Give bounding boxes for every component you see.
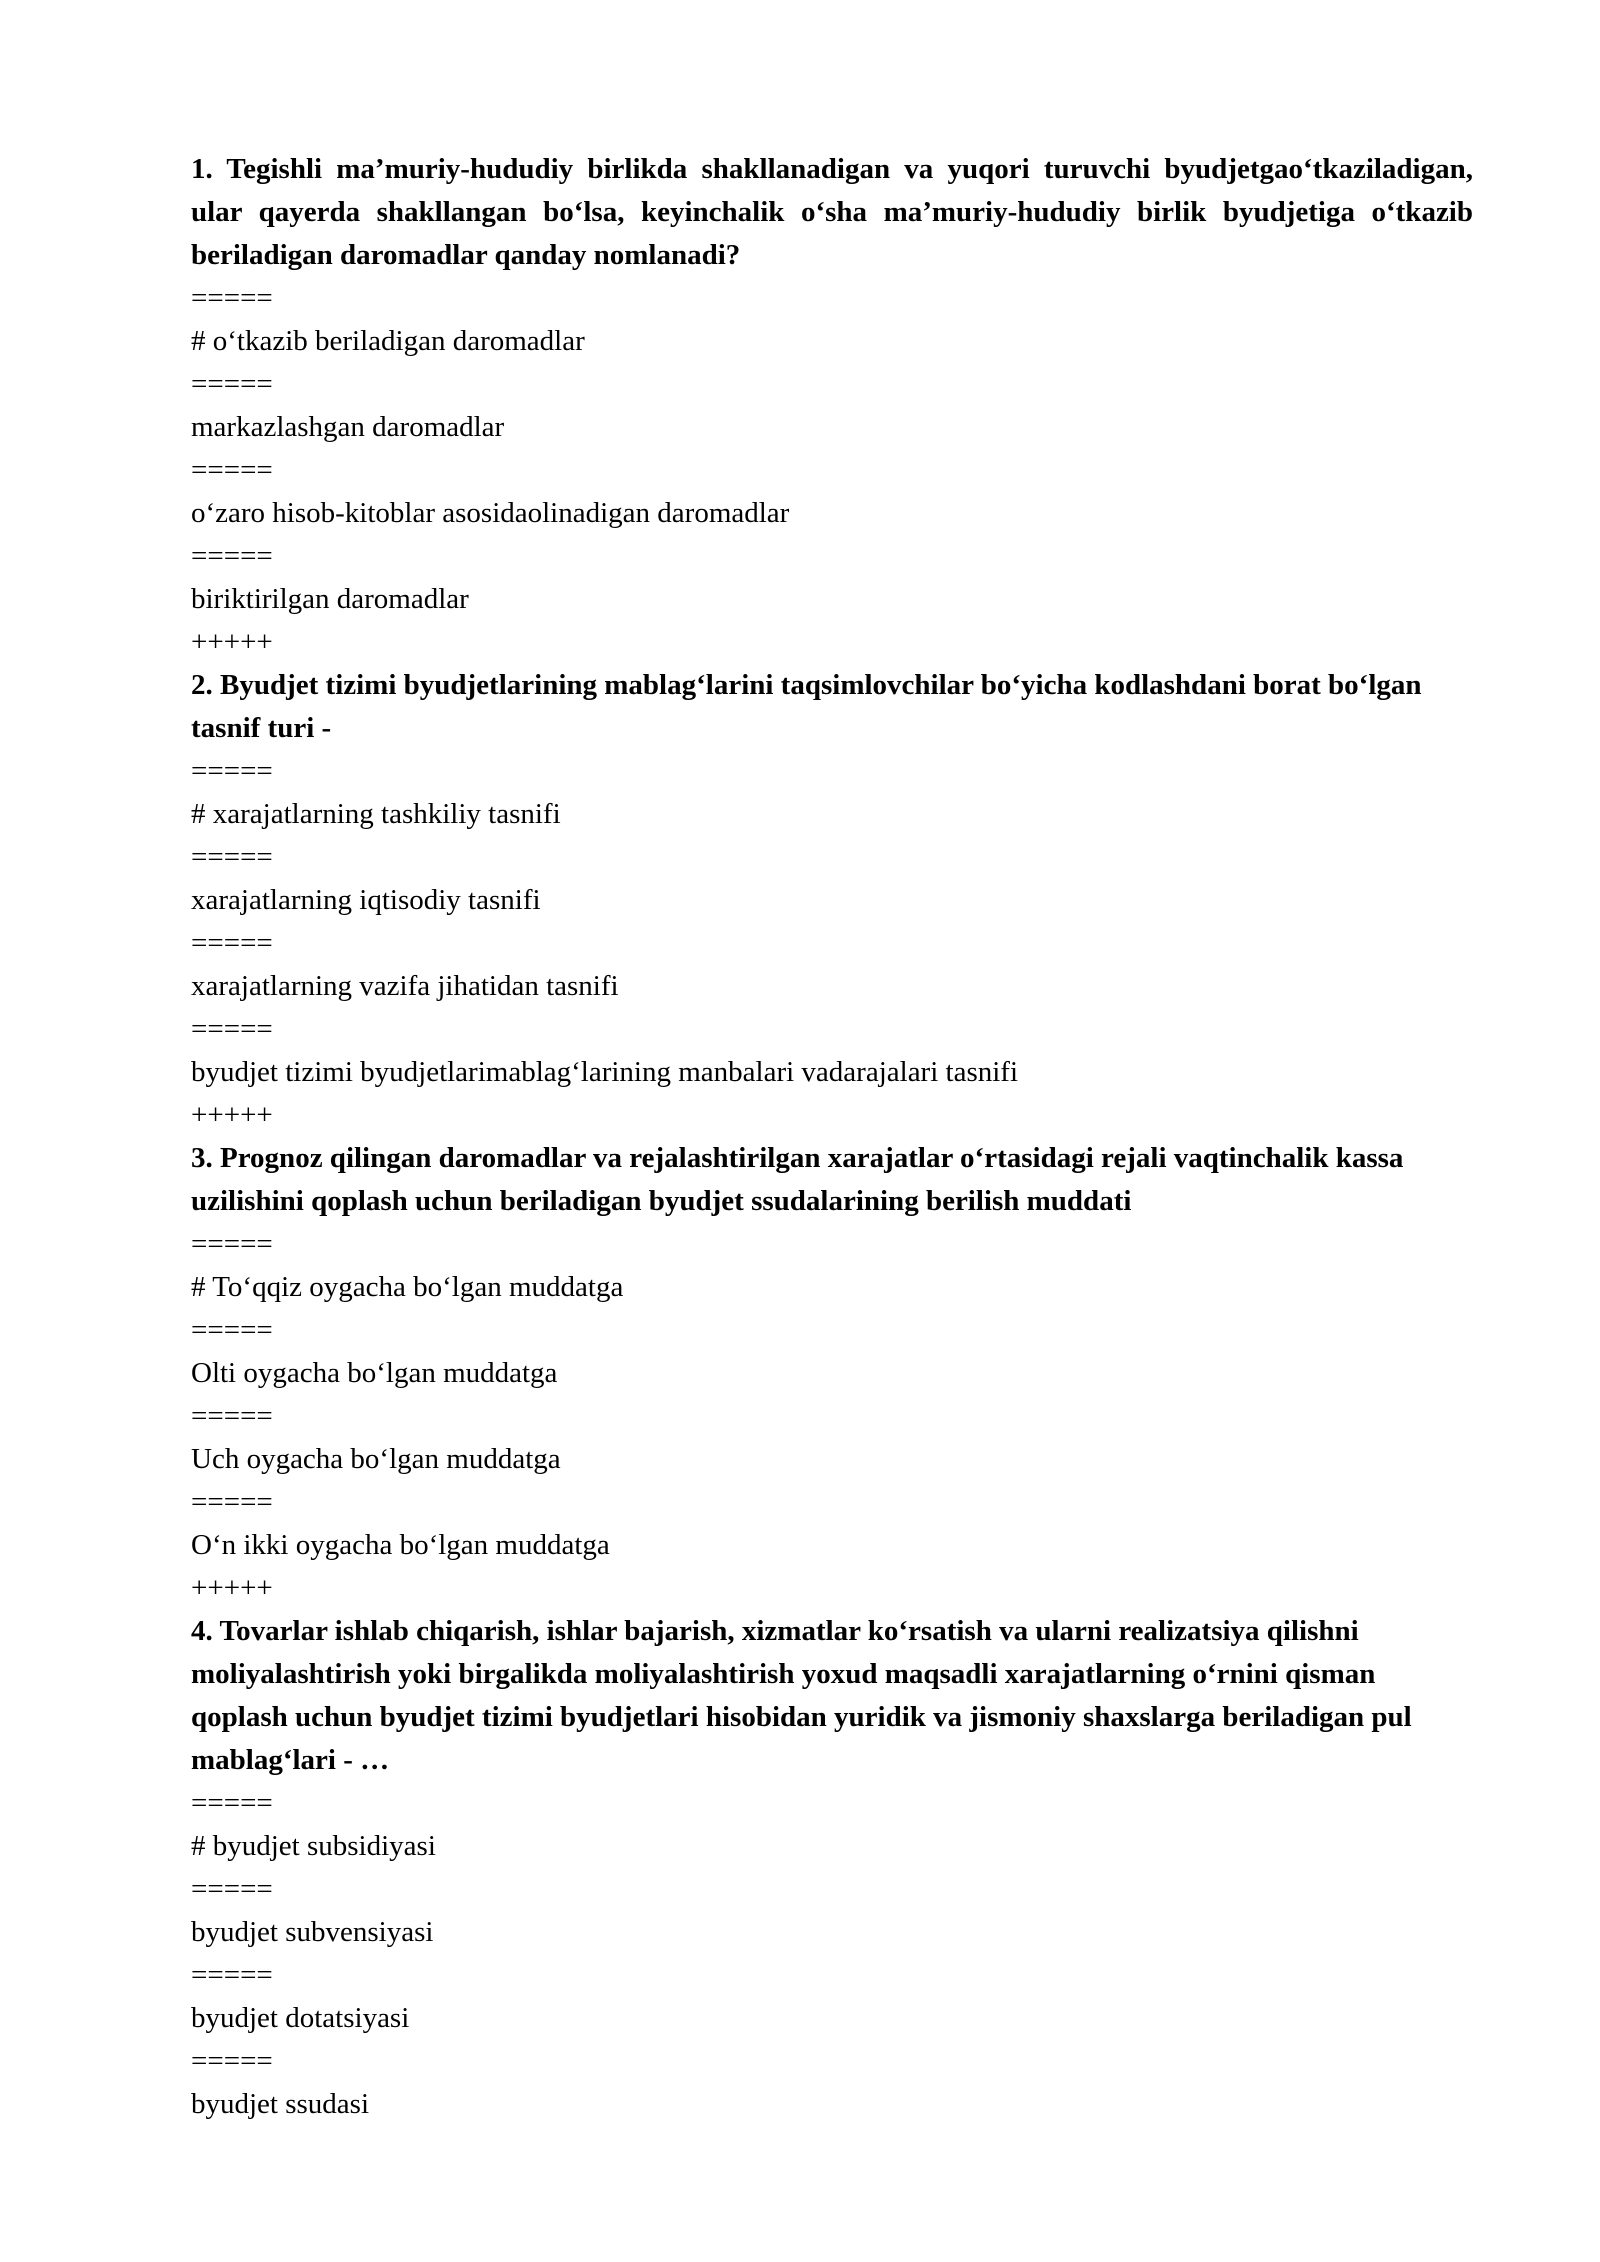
question-2-option-4: byudjet tizimi byudjetlarimablagʻlarining manbalari vadarajalari tasnifi xyxy=(191,1056,1019,1088)
question-4-option-3: byudjet dotatsiyasi xyxy=(191,2002,410,2034)
option-separator: ===== xyxy=(191,841,273,873)
option-separator: ===== xyxy=(191,368,273,400)
question-1-option-1: # oʻtkazib beriladigan daromadlar xyxy=(191,325,585,357)
question-1-option-2: markazlashgan daromadlar xyxy=(191,411,505,443)
question-3-option-1: # Toʻqqiz oygacha boʻlgan muddatga xyxy=(191,1271,624,1303)
question-2-text: 2. Byudjet tizimi byudjetlarining mablagʻlarini taqsimlovchilar boʻyicha kodlashdani borat boʻlgan tasnif turi - xyxy=(191,669,1422,744)
question-separator: +++++ xyxy=(191,1099,273,1131)
question-3-text: 3. Prognoz qilingan daromadlar va rejalashtirilgan xarajatlar oʻrtasidagi rejali vaqtinchalik kassa uzilishini qoplash uchun beriladigan byudjet ssudalarining berilish muddati xyxy=(191,1142,1404,1217)
option-separator: ===== xyxy=(191,1400,273,1432)
question-1-option-4: biriktirilgan daromadlar xyxy=(191,583,469,615)
option-separator: ===== xyxy=(191,1486,273,1518)
option-separator: ===== xyxy=(191,1314,273,1346)
option-separator: ===== xyxy=(191,755,273,787)
option-separator: ===== xyxy=(191,1228,273,1260)
option-separator: ===== xyxy=(191,1873,273,1905)
question-separator: +++++ xyxy=(191,626,273,658)
question-3-option-4: Oʻn ikki oygacha boʻlgan muddatga xyxy=(191,1529,610,1561)
option-separator: ===== xyxy=(191,282,273,314)
question-4-option-1: # byudjet subsidiyasi xyxy=(191,1830,436,1862)
question-1-text: 1. Tegishli ma’muriy-hududiy birlikda shakllanadigan va yuqori turuvchi byudjetgaoʻtkaziladigan, ular qayerda shakllangan boʻlsa, keyinchalik oʻsha ma’muriy-hududiy birlik byudjetiga oʻtkazib beriladigan daromadlar qanday nomlanadi? xyxy=(191,153,1473,271)
option-separator: ===== xyxy=(191,2045,273,2077)
question-4-text: 4. Tovarlar ishlab chiqarish, ishlar bajarish, xizmatlar koʻrsatish va ularni realizatsiya qilishni moliyalashtirish yoki birgalikda moliyalashtirish yoxud maqsadli xarajatlarning oʻrnini qisman qoplash uchun byudjet tizimi byudjetlari hisobidan yuridik va jismoniy shaxslarga beriladigan pul mablagʻlari - … xyxy=(191,1615,1412,1776)
question-1-option-3: oʻzaro hisob-kitoblar asosidaolinadigan daromadlar xyxy=(191,497,790,529)
question-3-option-3: Uch oygacha boʻlgan muddatga xyxy=(191,1443,561,1475)
option-separator: ===== xyxy=(191,1013,273,1045)
question-separator: +++++ xyxy=(191,1572,273,1604)
option-separator: ===== xyxy=(191,1959,273,1991)
question-2-option-1: # xarajatlarning tashkiliy tasnifi xyxy=(191,798,561,830)
option-separator: ===== xyxy=(191,454,273,486)
question-2-option-2: xarajatlarning iqtisodiy tasnifi xyxy=(191,884,541,916)
document-page xyxy=(191,148,1473,2126)
question-3-option-2: Olti oygacha boʻlgan muddatga xyxy=(191,1357,558,1389)
question-4-option-2: byudjet subvensiyasi xyxy=(191,1916,434,1948)
option-separator: ===== xyxy=(191,927,273,959)
option-separator: ===== xyxy=(191,540,273,572)
option-separator: ===== xyxy=(191,1787,273,1819)
question-2-option-3: xarajatlarning vazifa jihatidan tasnifi xyxy=(191,970,619,1002)
question-4-option-4: byudjet ssudasi xyxy=(191,2088,370,2120)
